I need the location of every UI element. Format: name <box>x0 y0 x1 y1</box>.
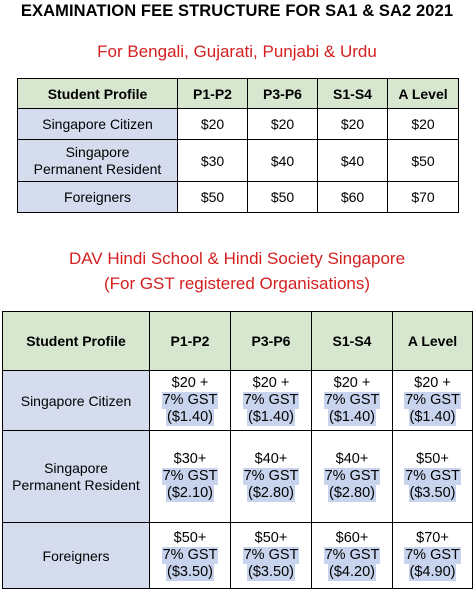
base-fee: $60+ <box>335 530 369 546</box>
section2-heading-line1: DAV Hindi School & Hindi Society Singapore <box>68 249 406 268</box>
fee-cell <box>231 523 312 589</box>
profile-label: Singapore <box>65 143 130 160</box>
base-fee: $50+ <box>254 530 288 546</box>
gst-amount: ($1.40) <box>248 409 294 425</box>
gst-amount: ($3.50) <box>248 564 294 580</box>
fee-table-1 <box>17 78 459 213</box>
gst-amount: ($3.50) <box>167 564 213 580</box>
base-fee: $70+ <box>416 530 449 546</box>
gst-label: 7% GST <box>162 392 218 408</box>
base-fee: $50+ <box>416 451 449 467</box>
profile-label: Singapore Citizen <box>20 392 132 409</box>
gst-amount: ($1.40) <box>167 409 213 425</box>
fee-cell <box>231 371 312 431</box>
profile-cell <box>18 109 178 140</box>
fee-cell: $30 <box>178 140 248 182</box>
table-row <box>3 371 473 431</box>
fee-cell <box>393 371 473 431</box>
base-fee: $40+ <box>335 451 369 467</box>
profile-cell <box>3 371 150 431</box>
fee-cell <box>312 523 393 589</box>
gst-amount: ($1.40) <box>409 409 456 425</box>
header-s1-s4: S1-S4 <box>318 79 388 109</box>
fee-cell <box>393 523 473 589</box>
fee-cell: $50 <box>248 182 318 213</box>
gst-label: 7% GST <box>324 468 380 484</box>
header-p1-p2: P1-P2 <box>150 312 231 371</box>
fee-cell: $40 <box>248 140 318 182</box>
gst-label: 7% GST <box>243 392 299 408</box>
table-header-row <box>18 79 459 109</box>
fee-cell <box>393 431 473 523</box>
base-fee: $20 + <box>414 375 451 391</box>
profile-label: Foreigners <box>64 189 131 205</box>
gst-amount: ($3.50) <box>409 485 456 501</box>
profile-label: Permanent Resident <box>12 476 140 493</box>
fee-cell: $50 <box>178 182 248 213</box>
gst-label: 7% GST <box>243 468 299 484</box>
section2-heading-line2: (For GST registered Organisations) <box>103 274 371 293</box>
profile-label: Singapore Citizen <box>42 116 153 132</box>
gst-label: 7% GST <box>162 547 218 563</box>
fee-cell <box>150 371 231 431</box>
gst-label: 7% GST <box>324 392 380 408</box>
section1-heading: For Bengali, Gujarati, Punjabi & Urdu <box>97 42 377 61</box>
header-p3-p6: P3-P6 <box>248 79 318 109</box>
page-title: EXAMINATION FEE STRUCTURE FOR SA1 & SA2 2021 <box>20 2 454 20</box>
fee-cell: $50 <box>388 140 459 182</box>
header-a-level: A Level <box>388 79 459 109</box>
fee-cell <box>150 523 231 589</box>
table-header-row <box>3 312 473 371</box>
gst-amount: ($2.80) <box>248 485 294 501</box>
base-fee: $20 + <box>252 375 290 391</box>
fee-table-2 <box>2 311 473 589</box>
fee-cell <box>312 431 393 523</box>
table-row <box>3 523 473 589</box>
header-s1-s4: S1-S4 <box>312 312 393 371</box>
header-a-level: A Level <box>393 312 473 371</box>
profile-label: Foreigners <box>42 547 110 564</box>
fee-cell: $20 <box>388 109 459 140</box>
fee-cell <box>150 431 231 523</box>
gst-label: 7% GST <box>162 468 218 484</box>
fee-cell: $20 <box>178 109 248 140</box>
gst-amount: ($4.90) <box>409 564 456 580</box>
gst-label: 7% GST <box>405 392 460 408</box>
base-fee: $40+ <box>254 451 288 467</box>
fee-cell <box>231 431 312 523</box>
gst-amount: ($2.80) <box>329 485 375 501</box>
base-fee: $20 + <box>333 375 371 391</box>
base-fee: $20 + <box>171 375 209 391</box>
profile-cell <box>3 431 150 523</box>
fee-cell <box>312 371 393 431</box>
fee-cell: $70 <box>388 182 459 213</box>
fee-cell: $20 <box>248 109 318 140</box>
header-p1-p2: P1-P2 <box>178 79 248 109</box>
gst-label: 7% GST <box>405 547 460 563</box>
header-student-profile: Student Profile <box>3 312 150 371</box>
profile-label: Permanent Resident <box>33 160 162 177</box>
header-p3-p6: P3-P6 <box>231 312 312 371</box>
table-row <box>3 431 473 523</box>
profile-cell <box>3 523 150 589</box>
table-row <box>18 109 459 140</box>
gst-label: 7% GST <box>243 547 299 563</box>
gst-label: 7% GST <box>324 547 380 563</box>
table-row <box>18 182 459 213</box>
base-fee: $50+ <box>173 530 207 546</box>
profile-cell <box>18 140 178 182</box>
gst-amount: ($4.20) <box>329 564 375 580</box>
fee-cell: $60 <box>318 182 388 213</box>
header-student-profile: Student Profile <box>18 79 178 109</box>
gst-label: 7% GST <box>405 468 460 484</box>
gst-amount: ($2.10) <box>167 485 213 501</box>
fee-cell: $20 <box>318 109 388 140</box>
table-row <box>18 140 459 182</box>
fee-cell: $40 <box>318 140 388 182</box>
gst-amount: ($1.40) <box>329 409 375 425</box>
base-fee: $30+ <box>173 451 207 467</box>
profile-cell <box>18 182 178 213</box>
profile-label: Singapore <box>44 459 108 476</box>
